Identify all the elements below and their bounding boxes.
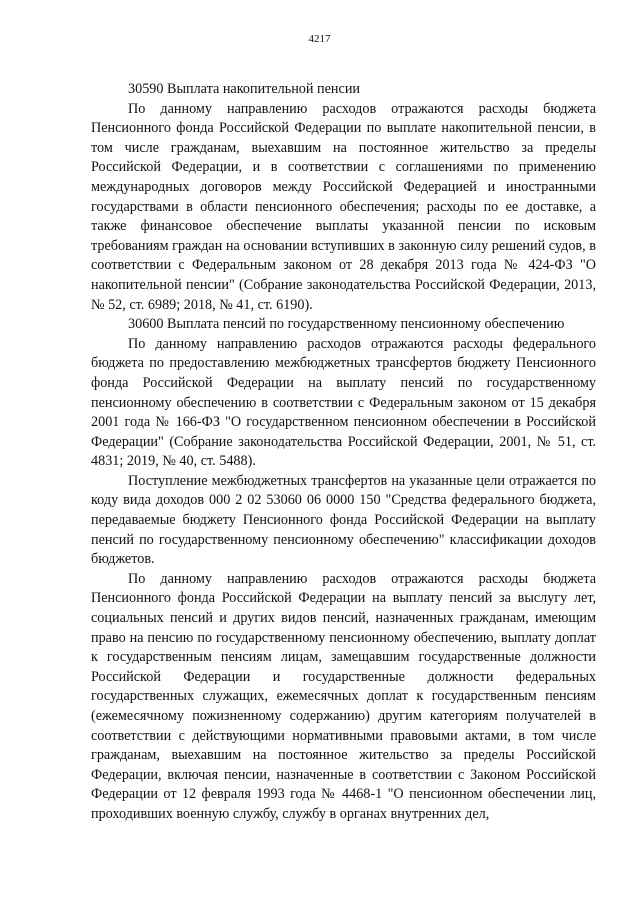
paragraph-30590-description: По данному направлению расходов отражаются расходы бюджета Пенсионного фонда Российской Федерации по выплате накопительной пенсии, в том числе гражданам, выехавшим на постоянное жительство за пределы Российской Федерации, и в соответствии с соглашениями по применению международных договоров между Российской Федерацией и иностранными государствами в области пенсионного обеспечения; расходы по ее доставке, а также финансовое обеспечение выплаты указанной пенсии по исковым требованиям граждан на основании вступивших в законную силу решений судов, в соответствии с Федеральным законом от 28 декабря 2013 года № 424-ФЗ "О накопительной пенсии" (Собрание законодательства Российской Федерации, 2013, № 52, ст. 6989; 2018, № 41, ст. 6190).: [91, 100, 596, 313]
paragraph-30600-income-code: Поступление межбюджетных трансфертов на указанные цели отражается по коду вида доходов 000 2 02 53060 06 0000 150 "Средства федерального бюджета, передаваемые бюджету Пенсионного фонда Российской Федерации на выплату пенсий по государственному пенсионному обеспечению" классификации доходов бюджетов.: [91, 472, 596, 568]
paragraph-30600-pfr-expenses: По данному направлению расходов отражаются расходы бюджета Пенсионного фонда Российской Федерации на выплату пенсий за выслугу лет, социальных пенсий и других видов пенсий, назначенных гражданам, имеющим право на пенсию по государственному пенсионному обеспечению, выплату доплат к государственным пенсиям лицам, замещавшим государственные должности Российской Федерации и государственные должности федеральных государственных служащих, ежемесячных доплат к государственным пенсиям (ежемесячному пожизненному содержанию) другим категориям получателей в соответствии с действующими нормативными правовыми актами, в том числе гражданам, выехавшим на постоянное жительство за пределы Российской Федерации, включая пенсии, назначенные в соответствии с Законом Российской Федерации от 12 февраля 1993 года № 4468-1 "О пенсионном обеспечении лиц, проходивших военную службу, службу в органах внутренних дел,: [91, 570, 596, 822]
section-heading-30590: 30590 Выплата накопительной пенсии: [128, 81, 361, 97]
document-body: [91, 80, 596, 825]
section-heading-30600: 30600 Выплата пенсий по государственному пенсионному обеспечению: [128, 316, 565, 333]
paragraph-30600-federal-transfers: По данному направлению расходов отражаются расходы федерального бюджета по предоставлению межбюджетных трансфертов бюджету Пенсионного фонда Российской Федерации на выплату пенсий по государственному пенсионному обеспечению в соответствии с Федеральным законом от 15 декабря 2001 года № 166-ФЗ "О государственном пенсионном обеспечении в Российской Федерации" (Собрание законодательства Российской Федерации, 2001, № 51, ст. 4831; 2019, № 40, ст. 5488).: [91, 335, 596, 470]
page-number: 4217: [308, 33, 331, 45]
